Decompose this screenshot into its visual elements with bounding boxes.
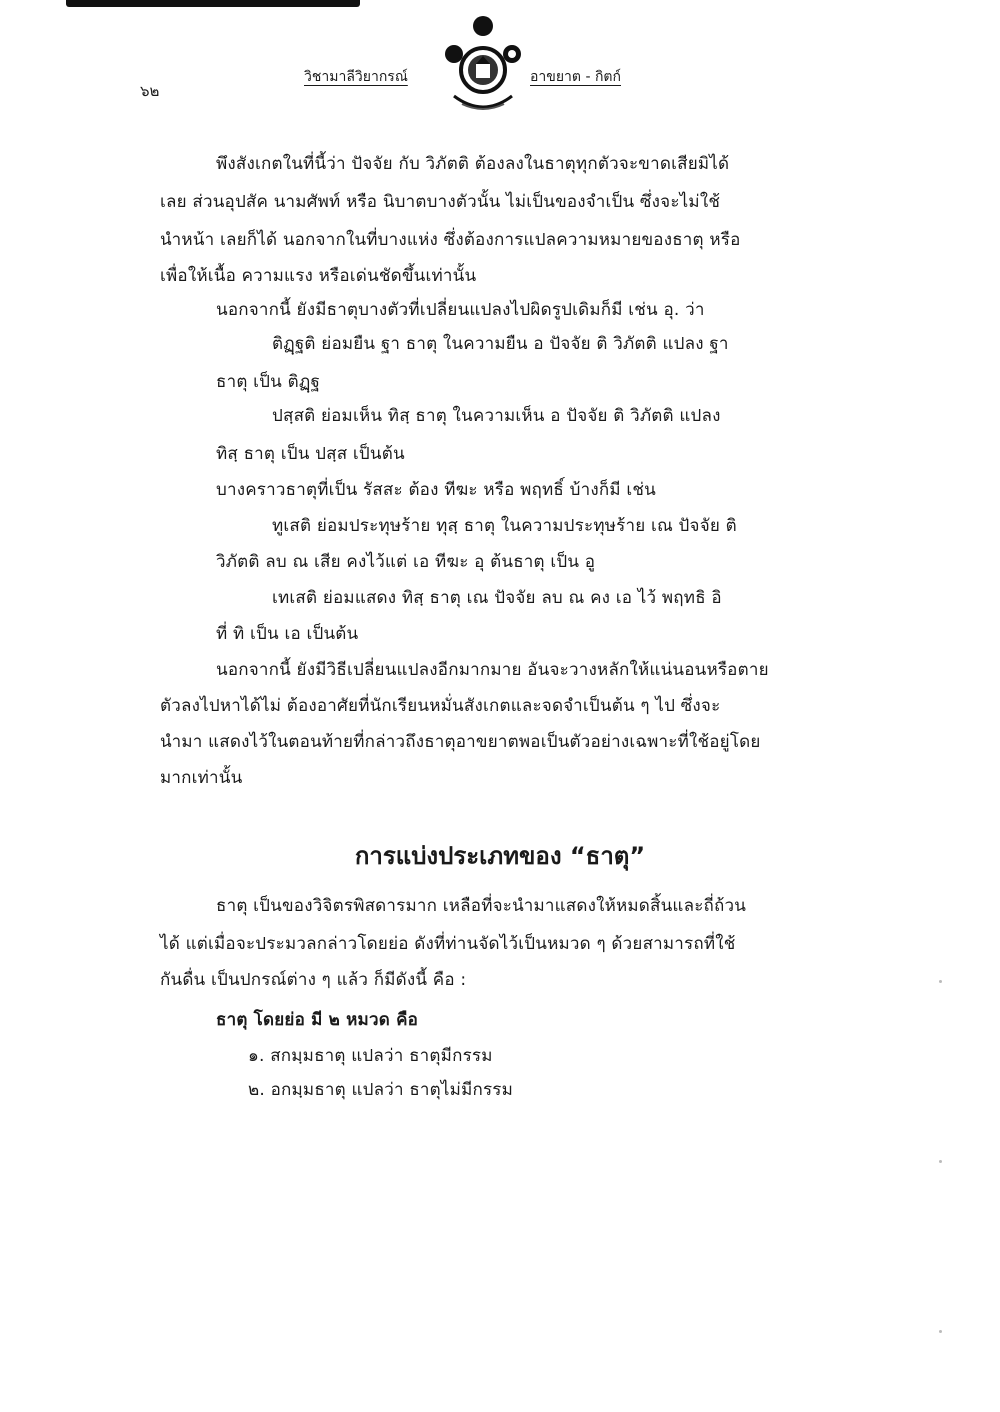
body-line-2: เลย ส่วนอุปสัค นามศัพท์ หรือ นิบาตบางตัวนั้น ไม่เป็นของจำเป็น ซึ่งจะไม่ใช้ bbox=[160, 192, 721, 212]
body-line-8: ปสฺสติ ย่อมเห็น ทิสฺ ธาตุ ในความเห็น อ ปัจจัย ติ วิภัตติ แปลง bbox=[272, 406, 721, 426]
running-header-book-title: วิชามาลีวิยากรณ์ bbox=[304, 69, 408, 85]
body-line-10: บางคราวธาตุที่เป็น รัสสะ ต้อง ทีฆะ หรือ พฤทธิ์ บ้างก็มี เช่น bbox=[216, 480, 656, 500]
section-line-2: ได้ แต่เมื่อจะประมวลกล่าวโดยย่อ ดังที่ท่านจัดไว้เป็นหมวด ๆ ด้วยสามารถที่ใช้ bbox=[160, 934, 736, 954]
body-line-6: ติฏฺฐติ ย่อมยืน ฐา ธาตุ ในความยืน อ ปัจจัย ติ วิภัตติ แปลง ฐา bbox=[272, 334, 729, 354]
scan-speck bbox=[939, 1160, 942, 1163]
body-line-12: วิภัตติ ลบ ณ เสีย คงไว้แต่ เอ ทีฆะ อุ ต้นธาตุ เป็น อู bbox=[216, 552, 596, 572]
scan-speck bbox=[939, 1330, 942, 1333]
body-line-16: ตัวลงไปหาได้ไม่ ต้องอาศัยที่นักเรียนหมั่นสังเกตและจดจำเป็นต้น ๆ ไป ซึ่งจะ bbox=[160, 696, 721, 716]
body-line-14: ที่ ทิ เป็น เอ เป็นต้น bbox=[216, 624, 359, 644]
list-item-1: ๑. สกมฺมธาตุ แปลว่า ธาตุมีกรรม bbox=[248, 1046, 493, 1066]
scan-speck bbox=[939, 980, 942, 983]
body-line-15: นอกจากนี้ ยังมีวิธีเปลี่ยนแปลงอีกมากมาย อันจะวางหลักให้แน่นอนหรือตาย bbox=[216, 660, 769, 680]
body-line-7: ธาตุ เป็น ติฏฺฐ bbox=[216, 372, 321, 392]
section-line-1: ธาตุ เป็นของวิจิตรพิสดารมาก เหลือที่จะนำมาแสดงให้หมดสิ้นและถี่ถ้วน bbox=[216, 896, 747, 916]
body-line-4: เพื่อให้เนื้อ ความแรง หรือเด่นชัดขึ้นเท่านั้น bbox=[160, 266, 477, 286]
body-line-5: นอกจากนี้ ยังมีธาตุบางตัวที่เปลี่ยนแปลงไปผิดรูปเดิมก็มี เช่น อุ. ว่า bbox=[216, 300, 705, 320]
section-line-3: กันดื่น เป็นปกรณ์ต่าง ๆ แล้ว ก็มีดังนี้ คือ : bbox=[160, 970, 467, 990]
list-item-2: ๒. อกมฺมธาตุ แปลว่า ธาตุไม่มีกรรม bbox=[248, 1080, 514, 1100]
page-number: ๖๒ bbox=[140, 82, 160, 100]
section-heading: การแบ่งประเภทของ “ธาตุ” bbox=[354, 842, 646, 870]
emblem-logo bbox=[436, 14, 530, 118]
body-line-13: เทเสติ ย่อมแสดง ทิสฺ ธาตุ เณ ปัจจัย ลบ ณ คง เอ ไว้ พฤทธิ อิ bbox=[272, 588, 722, 608]
body-line-17: นำมา แสดงไว้ในตอนท้ายที่กล่าวถึงธาตุอาขยาตพอเป็นตัวอย่างเฉพาะที่ใช้อยู่โดย bbox=[160, 732, 761, 752]
summary-heading: ธาตุ โดยย่อ มี ๒ หมวด คือ bbox=[216, 1010, 419, 1030]
body-line-18: มากเท่านั้น bbox=[160, 768, 243, 788]
body-line-3: นำหน้า เลยก็ได้ นอกจากในที่บางแห่ง ซึ่งต้องการแปลความหมายของธาตุ หรือ bbox=[160, 230, 741, 250]
body-line-11: ทูเสติ ย่อมประทุษร้าย ทุสฺ ธาตุ ในความประทุษร้าย เณ ปัจจัย ติ bbox=[272, 516, 737, 536]
body-line-1: พึงสังเกตในที่นี้ว่า ปัจจัย กับ วิภัตติ ต้องลงในธาตุทุกตัวจะขาดเสียมิได้ bbox=[216, 154, 730, 174]
top-border-rule bbox=[66, 0, 360, 7]
body-line-9: ทิสฺ ธาตุ เป็น ปสฺส เป็นต้น bbox=[216, 444, 405, 464]
running-header-chapter: อาขยาต - กิตก์ bbox=[530, 69, 621, 85]
